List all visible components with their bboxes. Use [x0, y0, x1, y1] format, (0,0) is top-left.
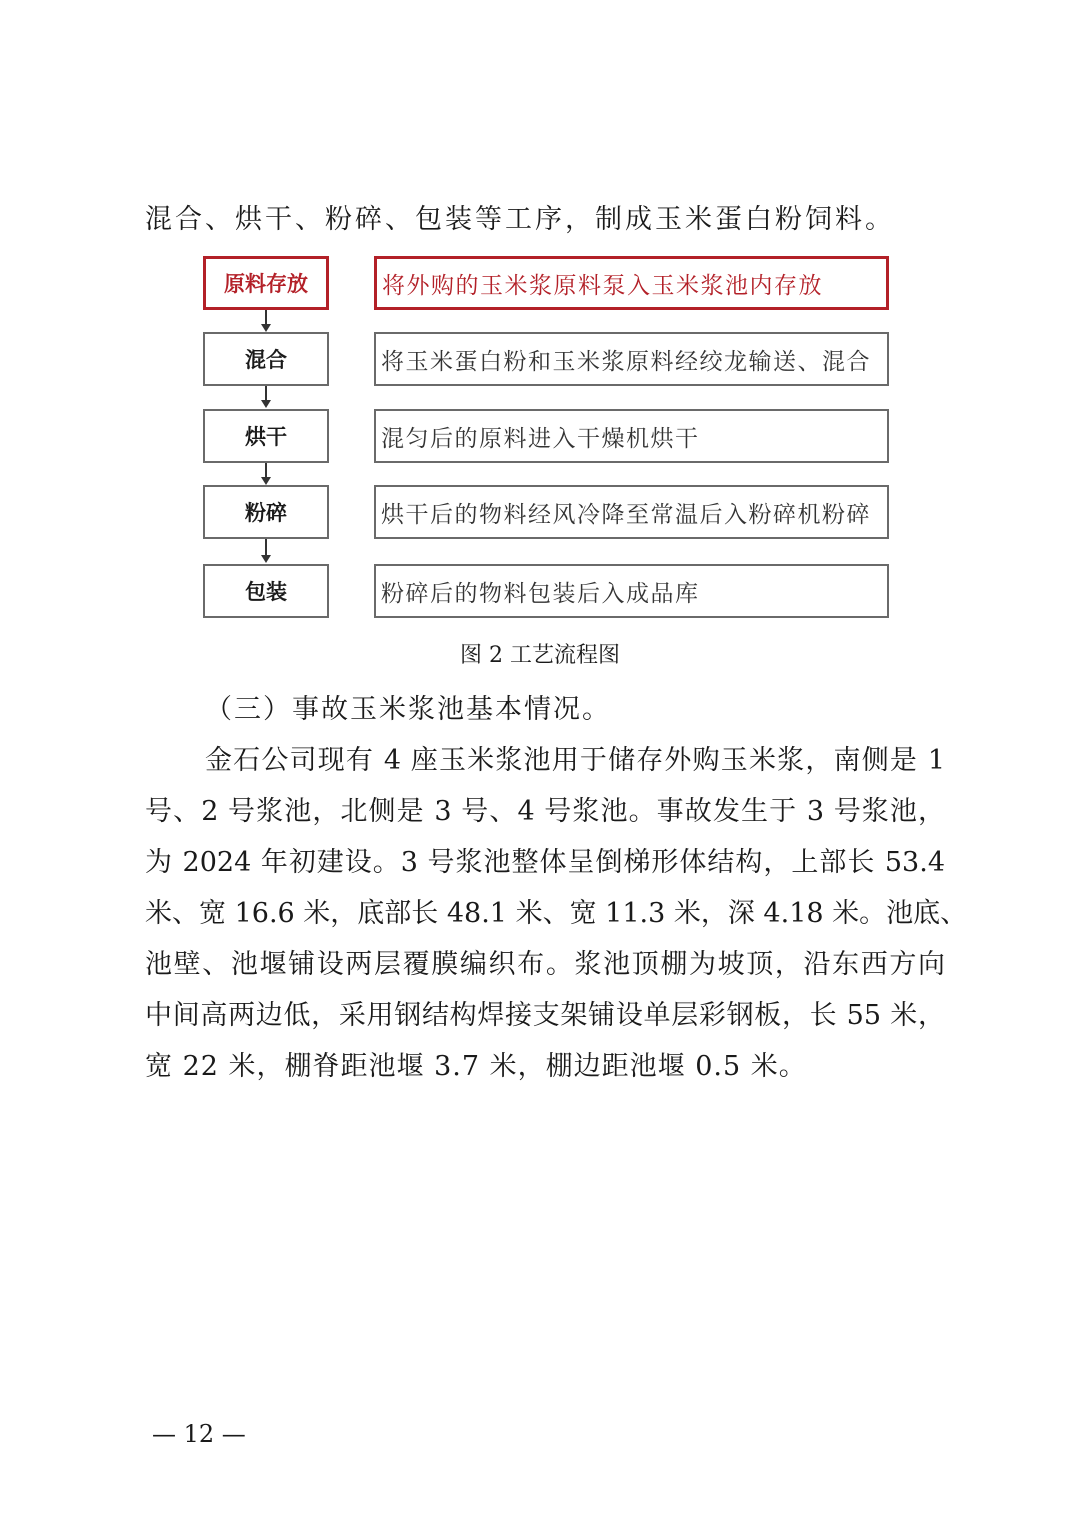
paragraph-line: 号、2 号浆池，北侧是 3 号、4 号浆池。事故发生于 3 号浆池， [145, 796, 945, 827]
paragraph-line: 金石公司现有 4 座玉米浆池用于储存外购玉米浆，南侧是 1 [205, 745, 945, 776]
flow-desc-drying: 混匀后的原料进入干燥机烘干 [374, 409, 889, 463]
paragraph-line: 中间高两边低，采用钢结构焊接支架铺设单层彩钢板，长 55 米， [145, 1000, 945, 1031]
flow-step-packing: 包装 [203, 564, 329, 618]
paragraph-line: 宽 22 米，棚脊距池堰 3.7 米，棚边距池堰 0.5 米。 [145, 1051, 807, 1082]
flow-step-storage: 原料存放 [203, 256, 329, 310]
flow-step-crushing: 粉碎 [203, 485, 329, 539]
intro-line: 混合、烘干、粉碎、包装等工序，制成玉米蛋白粉饲料。 [145, 204, 895, 235]
page-number: — 12 — [152, 1420, 246, 1448]
flow-arrow [265, 539, 267, 561]
flow-desc-crushing: 烘干后的物料经风冷降至常温后入粉碎机粉碎 [374, 485, 889, 539]
flow-step-mixing: 混合 [203, 332, 329, 386]
figure-caption: 图 2 工艺流程图 [460, 643, 620, 668]
section-heading: （三）事故玉米浆池基本情况。 [205, 694, 611, 725]
flow-desc-storage: 将外购的玉米浆原料泵入玉米浆池内存放 [374, 256, 889, 310]
paragraph-line: 米、宽 16.6 米，底部长 48.1 米、宽 11.3 米，深 4.18 米。池底、 [145, 898, 968, 929]
flow-arrow [265, 386, 267, 406]
flow-arrow [265, 463, 267, 483]
flow-step-drying: 烘干 [203, 409, 329, 463]
paragraph-line: 池壁、池堰铺设两层覆膜编织布。浆池顶棚为坡顶，沿东西方向 [145, 949, 945, 980]
flow-arrow [265, 310, 267, 330]
flow-desc-packing: 粉碎后的物料包装后入成品库 [374, 564, 889, 618]
flow-desc-mixing: 将玉米蛋白粉和玉米浆原料经绞龙输送、混合 [374, 332, 889, 386]
paragraph-line: 为 2024 年初建设。3 号浆池整体呈倒梯形体结构，上部长 53.4 [145, 847, 945, 878]
